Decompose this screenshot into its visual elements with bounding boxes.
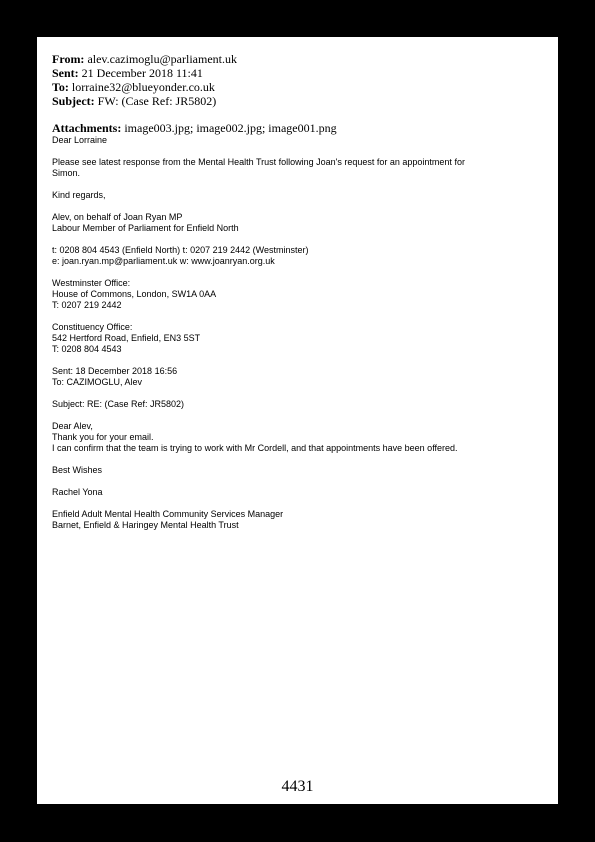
to-row: [52, 80, 237, 94]
regards: Kind regards,: [52, 190, 106, 200]
attachments-value: image003.jpg; image002.jpg; image001.png: [124, 121, 337, 135]
forwarded-subject: Subject: RE: (Case Ref: JR5802): [52, 399, 185, 409]
sent-label: Sent:: [52, 66, 79, 80]
from-label: From:: [52, 52, 85, 66]
sent-value: 21 December 2018 11:41: [81, 66, 203, 80]
best-wishes: Best Wishes: [52, 465, 103, 475]
sender-title: Enfield Adult Mental Health Community Services Manager Barnet, Enfield & Haringey Mental Health Trust: [52, 509, 284, 530]
contact-details: t: 0208 804 4543 (Enfield North) t: 0207 219 2442 (Westminster) e: joan.ryan.mp@parliament.uk w: www.joanryan.org.uk: [52, 245, 309, 266]
email-header: [52, 52, 237, 108]
forwarded-body: Dear Alev, Thank you for your email. I can confirm that the team is trying to work with Mr Cordell, and that appointments have been offered.: [52, 421, 458, 453]
sender-name: Rachel Yona: [52, 487, 103, 497]
signature: Alev, on behalf of Joan Ryan MP Labour Member of Parliament for Enfield North: [52, 212, 239, 233]
sent-row: [52, 66, 237, 80]
westminster-office: Westminster Office: House of Commons, London, SW1A 0AA T: 0207 219 2442: [52, 278, 217, 310]
page-number: 4431: [281, 778, 314, 795]
subject-value: FW: (Case Ref: JR5802): [97, 94, 217, 108]
to-label: To:: [52, 80, 69, 94]
from-value: alev.cazimoglu@parliament.uk: [87, 52, 237, 66]
constituency-office: Constituency Office: 542 Hertford Road, Enfield, EN3 5ST T: 0208 804 4543: [52, 322, 201, 354]
to-value: lorraine32@blueyonder.co.uk: [71, 80, 215, 94]
attachments-row: [52, 121, 337, 135]
greeting: Dear Lorraine: [52, 135, 108, 145]
subject-row: [52, 94, 237, 108]
subject-label: Subject:: [52, 94, 95, 108]
from-row: [52, 52, 237, 66]
email-body: [52, 135, 547, 542]
paragraph-main: Please see latest response from the Mental Health Trust following Joan's request for an appointment for Simon.: [52, 157, 465, 178]
document-page: [37, 37, 558, 804]
attachments-label: Attachments:: [52, 121, 122, 135]
forwarded-header: Sent: 18 December 2018 16:56 To: CAZIMOGLU, Alev: [52, 366, 178, 387]
